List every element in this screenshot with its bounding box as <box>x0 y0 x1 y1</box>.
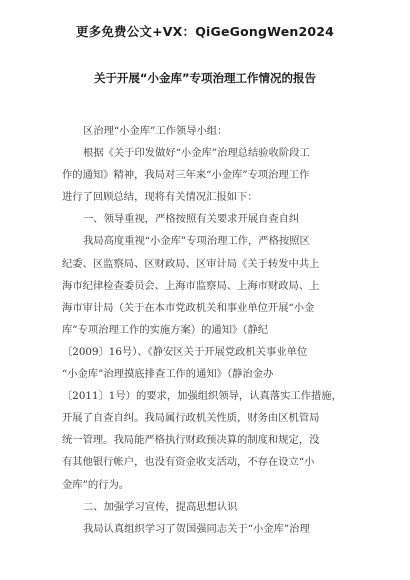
body-line: 有其他银行帐户，也没有资金收支活动，不存在设立“小 <box>62 456 315 469</box>
body-line: “小金库”治理摸底排查工作的通知》（静治金办 <box>62 368 274 381</box>
body-line: 作的通知》精神，我局对三年来“小金库”专项治理工作 <box>62 169 310 182</box>
body-line: 我局高度重视“小金库”专项治理工作，严格按照区 <box>83 235 310 248</box>
body-line: 根据《关于印发做好“小金库”治理总结验收阶段工 <box>83 147 310 160</box>
salutation-line: 区治理“小金库”工作领导小组： <box>83 125 228 137</box>
promo-header: 更多免费公文+VX：QiGeGongWen2024 <box>75 24 335 39</box>
body-line: 〔2009〕16号）、《静安区关于开展党政机关事业单位 <box>62 345 308 358</box>
body-line: 金库”的行为。 <box>62 478 130 491</box>
body-line: 纪委、区监察局、区财政局、区审计局《关于转发中共上 <box>62 257 320 270</box>
body-line: 统一管理。我局能严格执行财政预决算的制度和规定，没 <box>62 434 320 447</box>
section-heading-2: 二、加强学习宣传，提高思想认识 <box>83 500 238 513</box>
body-line: 〔2011〕1号）的要求，加强组织领导，认真落实工作措施， <box>62 390 342 403</box>
document-title: 关于开展“小金库”专项治理工作情况的报告 <box>93 71 317 85</box>
document-body <box>62 120 357 540</box>
body-line: 海市纪律检查委员会、上海市监察局、上海市财政局、上 <box>62 279 320 292</box>
body-line: 海市审计局（关于在本市党政机关和事业单位开展“小金 <box>62 301 315 314</box>
body-line: 开展了自查自纠。我局属行政机关性质，财务由区机管局 <box>62 412 320 425</box>
body-line: 我局认真组织学习了贺国强同志关于“小金库”治理 <box>83 522 310 535</box>
body-line: 库”专项治理工作的实施方案）的通知》（静纪 <box>62 323 269 336</box>
body-line: 进行了回顾总结，现将有关情况汇报如下： <box>62 191 258 204</box>
section-heading-1: 一、领导重视，严格按照有关要求开展自查自纠 <box>83 213 300 226</box>
